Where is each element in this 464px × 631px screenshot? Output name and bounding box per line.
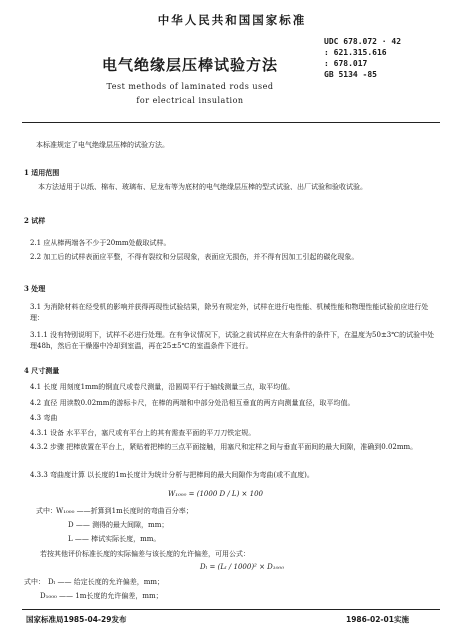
- section-4-3-3: 4.3.3 弯曲度计算 以长度的1m长度计为统计分析与把棒间的最大间隙作为弯曲(或不直度)。: [30, 471, 314, 479]
- effective-date: 1986-02-01实施: [346, 615, 409, 624]
- section-2-2: 2.2 加工后的试样表面应平整，不得有裂纹和分层现象，表面应无损伤，并不得有因加工引起的碳化现象。: [30, 253, 359, 261]
- document-title-en-2: for electrical insulation: [136, 96, 244, 105]
- section-4-title: 4 尺寸测量: [24, 366, 60, 375]
- section-4-3-1: 4.3.1 设备 水平平台，塞尺或有平台上的其有需查平面的平刀刀铁定规。: [30, 429, 256, 437]
- deviation-note: 若按其他评价标准长度的实际偏差与该长度的允许偏差，可用公式：: [40, 550, 250, 558]
- section-1-text: 本方法适用于以纸、棉布、玻璃布、尼龙布等为底材的电气绝缘层压棒的型式试验、出厂试验和验收试验。: [38, 183, 367, 191]
- standard-header: 中华人民共和国国家标准: [157, 13, 307, 27]
- udc-code-1: UDC 678.072 · 42: [324, 37, 402, 46]
- bottom-rule: [22, 609, 440, 610]
- def-w1000: W₁₀₀₀ ——折算到1m长度时的弯曲百分率；: [56, 507, 193, 515]
- defs-intro: 式中：: [36, 507, 57, 515]
- publish-date: 国家标准局1985-04-29发布: [26, 615, 127, 624]
- classification-codes: [324, 36, 444, 80]
- def-d: D —— 测得的最大间隙，mm；: [68, 521, 169, 529]
- section-2-1: 2.1 应从棒两端各不少于20mm处截取试样。: [30, 239, 171, 247]
- def-dl: Dₗ —— 给定长度的允许偏差，mm；: [48, 578, 165, 586]
- document-title-zh: 电气绝缘层压棒试验方法: [101, 56, 278, 74]
- top-rule: [22, 122, 440, 123]
- document-title-en-1: Test methods of laminated rods used: [106, 82, 274, 91]
- section-4-3: 4.3 弯曲: [30, 414, 58, 422]
- section-4-1: 4.1 长度 用刻度1mm的钢直尺或卷尺测量，沿圆周平行于轴线测量三点，取平均值。: [30, 383, 295, 391]
- section-2-title: 2 试样: [24, 216, 46, 225]
- section-3-title: 3 处理: [24, 284, 46, 293]
- section-3-1: 3.1 为消除材料在经受机的影响并获得再现性试验结果，除另有规定外，试样在进行电性能、机械性能和物理性能试验前应进行处理：: [30, 303, 429, 322]
- def-d1000: D₁₀₀₀ —— 1m长度的允许偏差，mm；: [40, 592, 163, 600]
- section-1-title: 1 适用范围: [24, 168, 60, 177]
- udc-code-3: : 678.017: [324, 59, 368, 68]
- udc-code-2: : 621.315.616: [324, 48, 387, 57]
- section-4-2: 4.2 直径 用读数0.02mm的游标卡尺，在棒的两端和中部分处沿相互垂直的两方向测量直径，取平均值。: [30, 399, 355, 407]
- defs2-intro: 式中：: [24, 578, 45, 586]
- intro-text: 本标准规定了电气绝缘层压棒的试验方法。: [36, 141, 169, 149]
- section-3-1-1: 3.1.1 没有特别说明下，试样不必进行处理。在有争议情况下，试验之前试样应在大有条件的条件下，在温度为50±3℃的试验中处理48h，然后在干燥器中冷却到室温，再在25±5℃的室温条件下进行。: [30, 331, 435, 350]
- bending-formula: W₁₀₀₀ = (1000 D / L) × 100: [168, 490, 263, 498]
- def-l: L —— 棒试实际长度，mm。: [68, 535, 161, 543]
- gb-code: GB 5134 -85: [324, 70, 377, 79]
- section-4-3-2: 4.3.2 步骤 把棒放置在平台上，紧贴着把棒的三点平面接触，用塞尺和定样之间与垂直平面间的最大间隙，准确到0.02mm。: [30, 443, 418, 451]
- deviation-formula: Dₗ = (Lₗ / 1000)² × D₁₀₀₀: [200, 563, 285, 571]
